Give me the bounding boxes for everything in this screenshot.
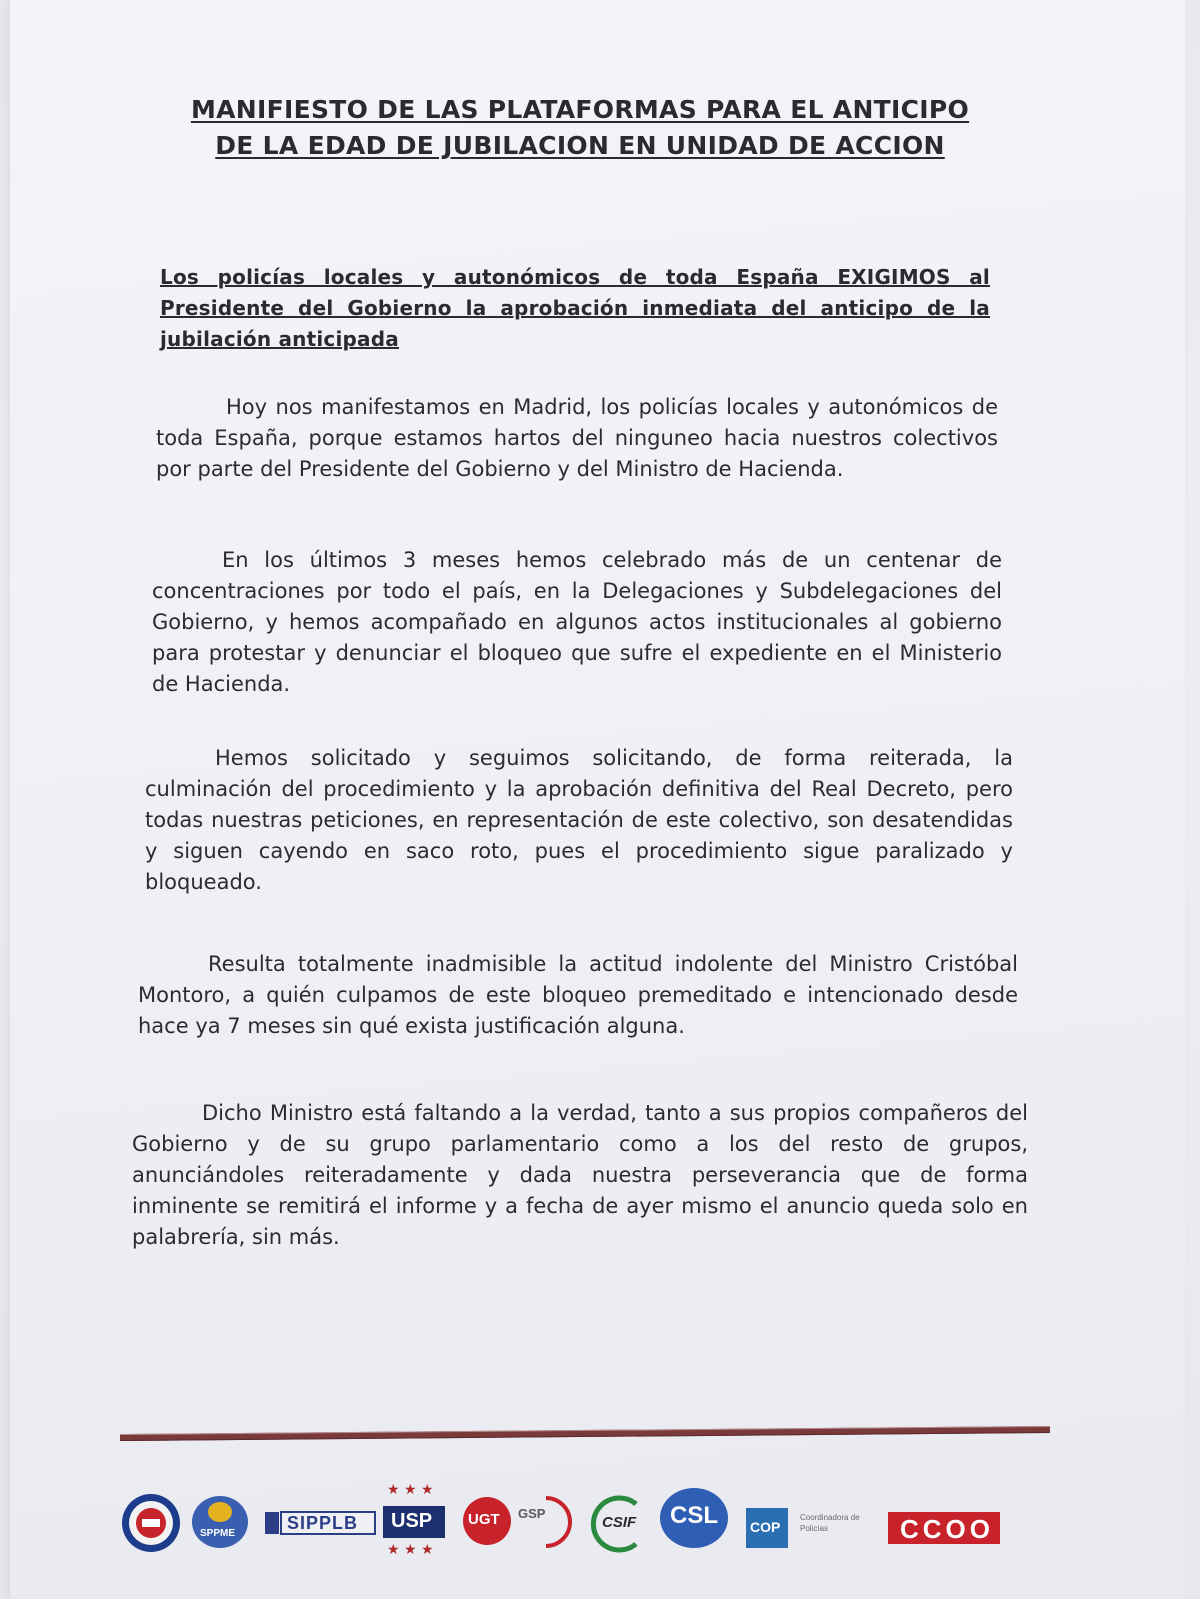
paragraph-5: [132, 1098, 1028, 1253]
sppme-logo-label: SPPME: [200, 1528, 236, 1539]
paragraph-5-text: Dicho Ministro está faltando a la verdad, tanto a sus propios compañeros del Gobierno y de su grupo parlamentario como a los del resto de grupos, anunciándoles reiteradamente y dada nuestra perseverancia que de forma inminente se remitirá el informe y a fecha de ayer mismo el anuncio queda solo en palabrería, sin más.: [132, 1101, 1028, 1249]
footer-logos: [120, 1482, 1020, 1572]
csl-logo-label: CSL: [670, 1502, 718, 1529]
usp-logo-label: USP: [391, 1510, 433, 1532]
document-page: [10, 0, 1185, 1599]
gsp-logo: [516, 1496, 574, 1548]
ccoo-logo: [888, 1512, 1000, 1544]
gsp-logo-label: GSP: [518, 1506, 546, 1521]
paragraph-4-text: Resulta totalmente inadmisible la actitud indolente del Ministro Cristóbal Montoro, a quién culpamos de este bloqueo premeditado e intencionado desde hace ya 7 meses sin qué exista justificación alguna.: [138, 952, 1018, 1038]
paragraph-3: [145, 743, 1013, 898]
csl-logo: [658, 1486, 730, 1550]
sipplb-logo: [265, 1508, 377, 1538]
cop-logo-label: COP: [750, 1519, 781, 1535]
sppme-logo: [190, 1492, 250, 1552]
usp-stars-logo: [383, 1482, 447, 1568]
paragraph-4: [138, 949, 1018, 1042]
round-seal-logo: [120, 1492, 182, 1558]
csif-logo-label: CSIF: [602, 1514, 637, 1531]
coordinadora-logo-label: Coordinadora de Policías: [800, 1513, 860, 1533]
paragraph-2: [152, 545, 1002, 700]
coordinadora-logo: [800, 1512, 870, 1542]
paragraph-1-text: Hoy nos manifestamos en Madrid, los policías locales y autonómicos de toda España, porque estamos hartos del ninguneo hacia nuestros colectivos por parte del Presidente del Gobierno y del Ministro de Hacienda.: [156, 395, 998, 481]
sipplb-logo-label: SIPPLB: [287, 1513, 359, 1533]
document-title: MANIFIESTO DE LAS PLATAFORMAS PARA EL ANTICIPO DE LA EDAD DE JUBILACION EN UNIDAD DE ACCION: [190, 95, 970, 160]
document-subtitle: Los policías locales y autonómicos de toda España EXIGIMOS al Presidente del Gobierno la aprobación inmediata del anticipo de la jubilación anticipada: [160, 265, 990, 351]
cop-logo: [746, 1508, 788, 1548]
star-icon: ★ ★ ★: [387, 1482, 434, 1498]
ugt-logo-label: UGT: [468, 1511, 500, 1528]
ccoo-logo-label: CCOO: [900, 1514, 994, 1544]
footer-rule: [120, 1426, 1050, 1441]
paragraph-2-text: En los últimos 3 meses hemos celebrado más de un centenar de concentraciones por todo el país, en la Delegaciones y Subdelegaciones del Gobierno, y hemos acompañado en algunos actos institucionales al gobierno para protestar y denunciar el bloqueo que sufre el expediente en el Ministerio de Hacienda.: [152, 548, 1002, 696]
paragraph-1: [156, 392, 998, 485]
paragraph-3-text: Hemos solicitado y seguimos solicitando, de forma reiterada, la culminación del procedimiento y la aprobación definitiva del Real Decreto, pero todas nuestras peticiones, en representación de este colectivo, son desatendidas y siguen cayendo en saco roto, pues el procedimiento sigue paralizado y bloqueado.: [145, 746, 1013, 894]
csif-logo: [588, 1494, 648, 1554]
ugt-logo: [462, 1496, 512, 1546]
star-icon: ★ ★ ★: [387, 1542, 434, 1558]
